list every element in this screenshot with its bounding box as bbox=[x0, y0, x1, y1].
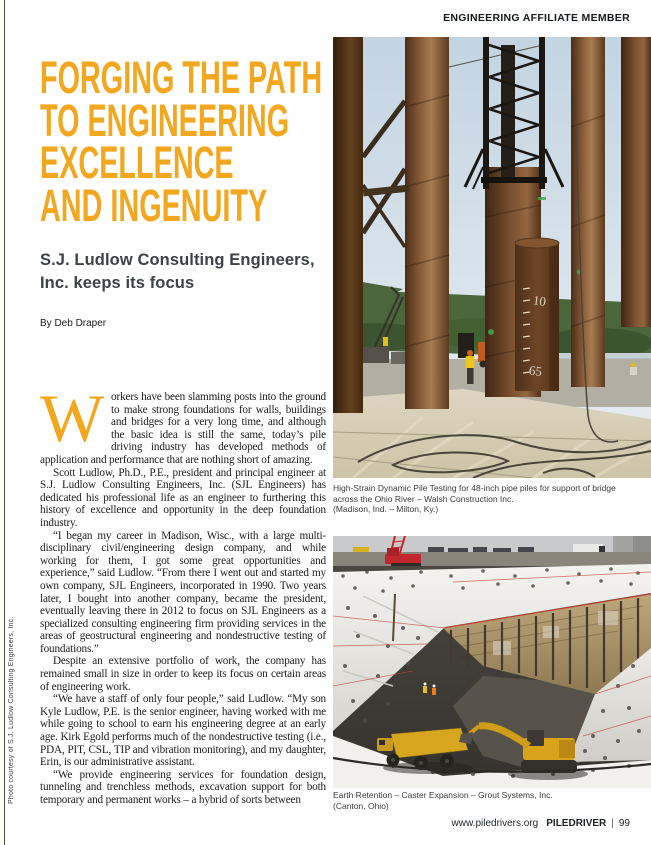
caption-text: Earth Retention – Caster Expansion – Grout Systems, Inc. bbox=[333, 790, 553, 800]
earth-retention-photo-illustration bbox=[333, 536, 651, 788]
caption-location: (Canton, Ohio) bbox=[333, 800, 389, 811]
dropcap: W bbox=[40, 380, 105, 456]
article-subtitle: S.J. Ludlow Consulting Engineers, Inc. keeps its focus bbox=[40, 251, 315, 292]
pile-testing-caption bbox=[333, 483, 643, 515]
pile-testing-photo-illustration bbox=[333, 37, 651, 478]
earth-retention-photo bbox=[333, 536, 651, 788]
earth-retention-caption bbox=[333, 790, 643, 811]
page-footer bbox=[452, 818, 630, 829]
footer-separator: | bbox=[611, 818, 614, 829]
paragraph-text: Despite an extensive portfolio of work, the company has remained small in size in order to keep its focus on certain areas of engineering work. bbox=[40, 655, 326, 693]
front-test-pile bbox=[515, 238, 559, 391]
headline-line: TO ENGINEERING bbox=[40, 94, 290, 146]
headline-line: EXCELLENCE bbox=[40, 137, 234, 188]
paragraph-text: “I began my career in Madison, Wisc., with a large multi-disciplinary civil/engineering design company, and while working for them, I got some great opportunities and experience,” said Ludlow. “From there I went out and started my own company, SJL Engineers, incorporated in 1990. Two years later, I bought into another company, became the president, eventually leaving there in 2012 to focus on SJL Engineers as a specialized consulting engineering firm providing services in the areas of geostructural engineering and nondestructive testing of foundations.” bbox=[40, 529, 326, 655]
footer-page-number: 99 bbox=[618, 818, 630, 829]
article-body bbox=[40, 380, 326, 807]
paragraph-text: “We have a staff of only four people,” said Ludlow. “My son Kyle Ludlow, P.E. is the senior engineer, having worked with me while going to school to earn his engineering degree at an early age. Kirk Egold performs much of the nondestructive testing (i.e., PDA, PIT, CSL, TIP and vibration monitoring), and my daughter, Erin, is our administrative assistant. bbox=[40, 693, 326, 769]
footer-magazine-name: PILEDRIVER bbox=[546, 818, 607, 829]
paragraph-text: orkers have been slamming posts into the ground to make strong foundations for walls, buildings and bridges for a very long time, and although the basic idea is still the same, today’s pile driving industry has developed methods of application and performance that are nothing short of amazing. bbox=[40, 391, 326, 466]
page-edge-line bbox=[4, 0, 5, 845]
caption-location: (Madison, Ind. – Milton, Ky.) bbox=[333, 504, 439, 515]
paragraph bbox=[40, 380, 326, 467]
chalk-mark-10: 10 bbox=[532, 292, 548, 310]
headline-line: FORGING THE PATH bbox=[40, 52, 323, 103]
pile-testing-photo bbox=[333, 37, 651, 478]
headline-line: AND INGENUITY bbox=[40, 179, 268, 231]
caption-text: High-Strain Dynamic Pile Testing for 48-inch pipe piles for support of bridge across the Ohio River – Walsh Construction Inc. bbox=[333, 483, 616, 504]
byline: By Deb Draper bbox=[40, 318, 107, 329]
photo-credit: Photo courtesy of S.J. Ludlow Consulting Engineers, Inc. bbox=[8, 616, 15, 804]
paragraph-text: Scott Ludlow, Ph.D., P.E., president and principal engineer at S.J. Ludlow Consulting Engineers, Inc. (SJL Engineers) has dedicated his professional life as an engineer to furthering this history of excellence and opportunity in the deep foundation industry. bbox=[40, 466, 326, 529]
paragraph-text: “We provide engineering services for foundation design, tunneling and trenchless methods, excavation support for both temporary and permanent works – a hybrid of sorts between bbox=[40, 768, 326, 806]
chalk-mark-65: 65 bbox=[528, 362, 544, 380]
affiliate-member-label: ENGINEERING AFFILIATE MEMBER bbox=[443, 12, 630, 24]
footer-website: www.piledrivers.org bbox=[451, 818, 539, 829]
